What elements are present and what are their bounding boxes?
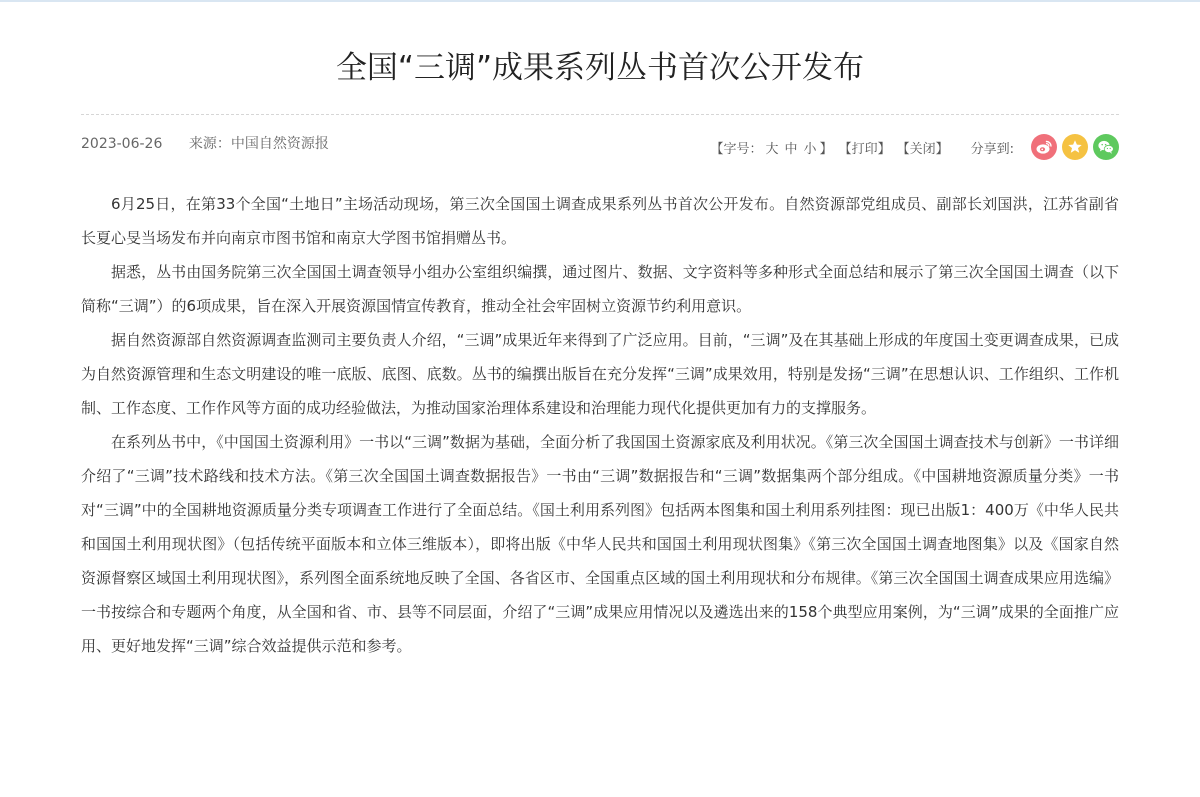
font-size-prefix: 【字号：: [710, 141, 763, 157]
article-title: 全国“三调”成果系列丛书首次公开发布: [335, 50, 865, 86]
article-paragraph: 据自然资源部自然资源调查监测司主要负责人介绍，“三调”成果近年来得到了广泛应用。目前，“三调”及在其基础上形成的年度国土变更调查成果，已成为自然资源管理和生态文明建设的唯一底版、底图、底数。丛书的编撰出版旨在充分发挥“三调”成果效用，特别是发扬“三调”在思想认识、工作组织、工作机制、工作态度、工作作风等方面的成功经验做法，为推动国家治理体系建设和治理能力现代化提供更加有力的支撑服务。: [81, 331, 1119, 417]
favorite-share-button[interactable]: [1062, 134, 1088, 160]
article-meta: [81, 115, 1119, 173]
article-tools: [711, 133, 1120, 161]
article-paragraph: 6月25日，在第33个全国“土地日”主场活动现场，第三次全国国土调查成果系列丛书首次公开发布。自然资源部党组成员、副部长刘国洪，江苏省副省长夏心旻当场发布并向南京市图书馆和南京大学图书馆捐赠丛书。: [81, 195, 1119, 247]
article-container: [81, 2, 1119, 663]
close-link[interactable]: 【关闭】: [896, 141, 949, 157]
article-source: 来源：中国自然资源报: [188, 136, 329, 152]
font-size-large-link[interactable]: 大: [765, 141, 779, 157]
star-icon: [1067, 139, 1083, 155]
font-size-control: [711, 138, 833, 157]
publish-date: 2023-06-26: [81, 136, 163, 152]
weibo-share-button[interactable]: [1031, 134, 1057, 160]
article-paragraph: 据悉，丛书由国务院第三次全国国土调查领导小组办公室组织编撰，通过图片、数据、文字资料等多种形式全面总结和展示了第三次全国国土调查（以下简称“三调”）的6项成果，旨在深入开展资源国情宣传教育，推动全社会牢固树立资源节约利用意识。: [81, 263, 1119, 315]
font-size-suffix: 】: [819, 141, 833, 157]
font-size-medium-link[interactable]: 中: [784, 141, 798, 157]
font-size-small-link[interactable]: 小: [803, 141, 817, 157]
wechat-share-button[interactable]: [1093, 134, 1119, 160]
wechat-icon: [1097, 139, 1115, 155]
weibo-icon: [1035, 139, 1053, 155]
share-label: 分享到:: [970, 141, 1014, 157]
article-body: [81, 187, 1119, 663]
print-link[interactable]: 【打印】: [838, 141, 891, 157]
meta-info: [81, 135, 351, 153]
article-paragraph: 在系列丛书中，《中国国土资源利用》一书以“三调”数据为基础，全面分析了我国国土资源家底及利用状况。《第三次全国国土调查技术与创新》一书详细介绍了“三调”技术路线和技术方法。《第三次全国国土调查数据报告》一书由“三调”数据报告和“三调”数据集两个部分组成。《中国耕地资源质量分类》一书对“三调”中的全国耕地资源质量分类专项调查工作进行了全面总结。《国土利用系列图》包括两本图集和国土利用系列挂图：现已出版1：400万《中华人民共和国国土利用现状图》（包括传统平面版本和立体三维版本），即将出版《中华人民共和国国土利用现状图集》《第三次全国国土调查地图集》以及《国家自然资源督察区域国土利用现状图》，系列图全面系统地反映了全国、各省区市、全国重点区域的国土利用现状和分布规律。《第三次全国国土调查成果应用选编》一书按综合和专题两个角度，从全国和省、市、县等不同层面，介绍了“三调”成果应用情况以及遴选出来的158个典型应用案例，为“三调”成果的全面推广应用、更好地发挥“三调”综合效益提供示范和参考。: [81, 433, 1119, 655]
